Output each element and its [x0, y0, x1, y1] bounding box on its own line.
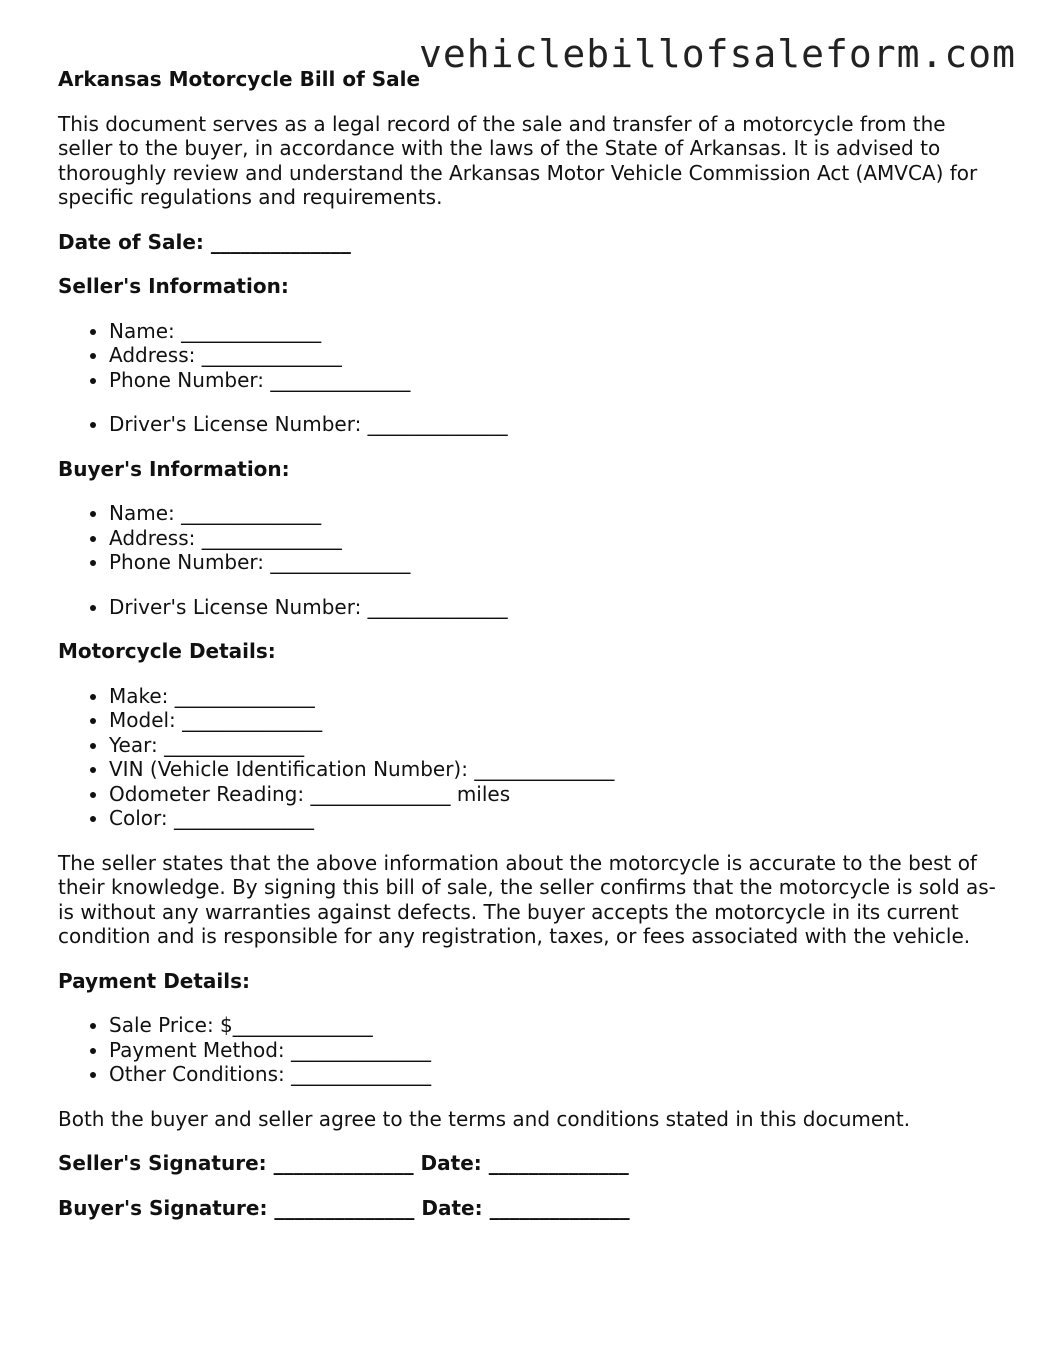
buyer-info-list — [58, 501, 998, 575]
seller-signature-line: Seller's Signature: ______________ Date: ______________ — [58, 1151, 629, 1175]
site-watermark: vehiclebillofsaleform.com — [419, 32, 1016, 76]
buyer-name-field: • Name: ______________ — [109, 501, 998, 526]
buyer-address-field: • Address: ______________ — [109, 526, 998, 551]
seller-license-field: • Driver's License Number: ______________ — [109, 412, 998, 437]
seller-license-list — [58, 412, 998, 437]
motorcycle-color-field: • Color: ______________ — [109, 806, 998, 831]
seller-info-list — [58, 319, 998, 393]
motorcycle-make-field: • Make: ______________ — [109, 684, 998, 709]
document-body — [58, 67, 998, 1240]
other-conditions-field: • Other Conditions: ______________ — [109, 1062, 998, 1087]
intro-paragraph: This document serves as a legal record of the sale and transfer of a motorcycle from the seller to the buyer, in accordance with the laws of the State of Arkansas. It is advised to thoroughly review and understand the Arkansas Motor Vehicle Commission Act (AMVCA) for specific regulations and requirements. — [58, 111, 978, 209]
payment-method-field: • Payment Method: ______________ — [109, 1038, 998, 1063]
agreement-paragraph: Both the buyer and seller agree to the terms and conditions stated in this document. — [58, 1106, 911, 1131]
seller-phone-field: • Phone Number: ______________ — [109, 368, 998, 393]
motorcycle-details-list — [58, 684, 998, 831]
motorcycle-year-field: • Year: ______________ — [109, 733, 998, 758]
motorcycle-odometer-field: • Odometer Reading: ______________ miles — [109, 782, 998, 807]
buyer-license-field: • Driver's License Number: ______________ — [109, 595, 998, 620]
buyer-signature-line: Buyer's Signature: ______________ Date: ______________ — [58, 1195, 630, 1220]
motorcycle-vin-field: • VIN (Vehicle Identification Number): ______________ — [109, 757, 998, 782]
payment-section-heading: Payment Details: — [58, 968, 251, 993]
seller-name-field: • Name: ______________ — [109, 319, 998, 344]
payment-details-list — [58, 1013, 998, 1087]
buyer-license-list — [58, 595, 998, 620]
document-title: Arkansas Motorcycle Bill of Sale — [58, 67, 421, 91]
buyer-phone-field: • Phone Number: ______________ — [109, 550, 998, 575]
seller-address-field: • Address: ______________ — [109, 343, 998, 368]
motorcycle-section-heading: Motorcycle Details: — [58, 639, 276, 663]
motorcycle-model-field: • Model: ______________ — [109, 708, 998, 733]
seller-section-heading: Seller's Information: — [58, 274, 289, 298]
sale-price-field: • Sale Price: $______________ — [109, 1013, 998, 1038]
buyer-section-heading: Buyer's Information: — [58, 456, 290, 481]
date-of-sale-field: Date of Sale: ______________ — [58, 229, 351, 254]
seller-statement-paragraph: The seller states that the above information about the motorcycle is accurate to the best of their knowledge. By signing this bill of sale, the seller confirms that the motorcycle is sold as-is without any warranties against defects. The buyer accepts the motorcycle in its current condition and is responsible for any registration, taxes, or fees associated with the vehicle. — [58, 850, 996, 948]
